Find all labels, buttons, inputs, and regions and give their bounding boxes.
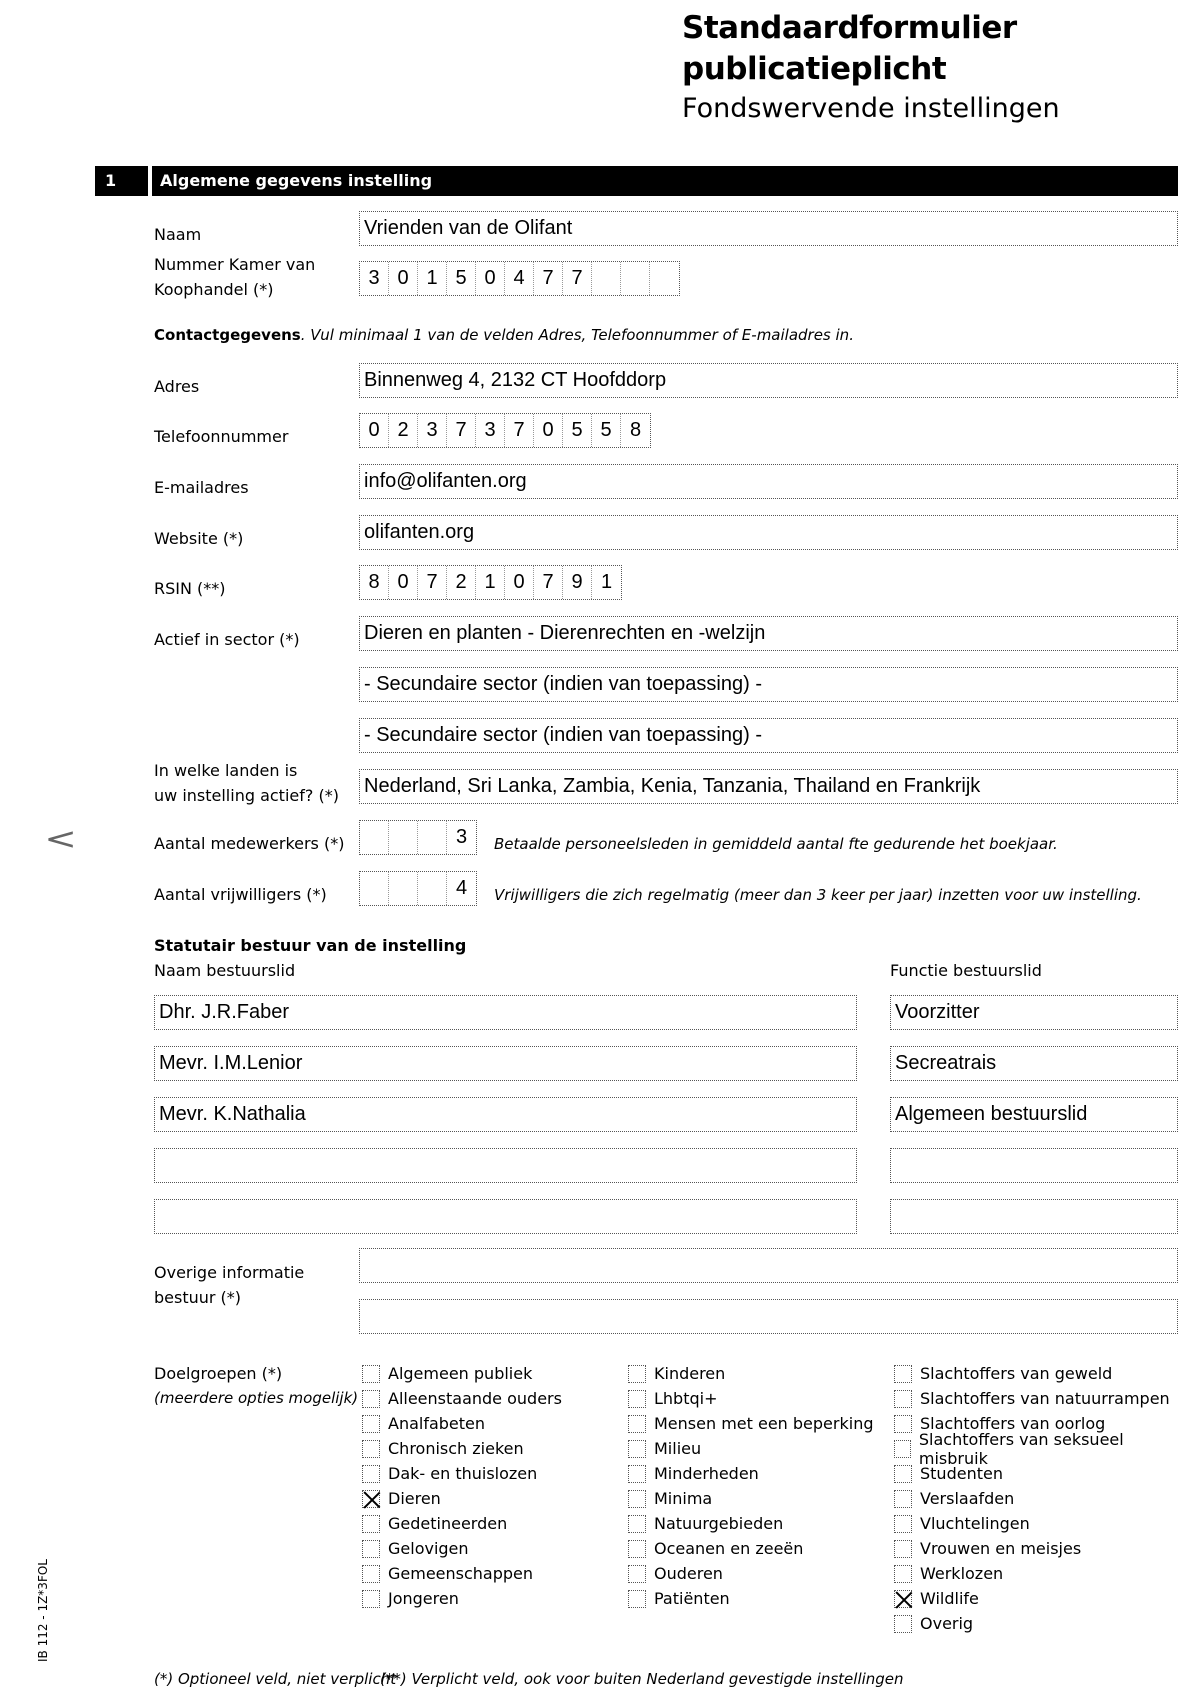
footer-note-required: (**) Verplicht veld, ook voor buiten Nederland gevestigde instellingen (380, 1670, 904, 1688)
section-number: 1 (105, 171, 117, 190)
bestuurslid-functie-field[interactable] (890, 1199, 1178, 1234)
digit-cell: 7 (418, 566, 447, 599)
bestuurslid-functie-field[interactable]: Voorzitter (890, 995, 1178, 1030)
rsin-field[interactable] (359, 565, 622, 600)
sector-secondary-select-2[interactable]: - Secundaire sector (indien van toepassing) - (359, 718, 1178, 753)
doelgroep-label: Wildlife (920, 1589, 979, 1608)
doelgroep-label: Natuurgebieden (654, 1514, 784, 1533)
doelgroep-option[interactable] (628, 1461, 873, 1486)
footer-note-optional: (*) Optioneel veld, niet verplicht (154, 1670, 397, 1688)
doelgroep-option[interactable] (362, 1411, 562, 1436)
doelgroep-option[interactable] (894, 1511, 1178, 1536)
doelgroep-label: Minderheden (654, 1464, 759, 1483)
doelgroep-label: Studenten (920, 1464, 1003, 1483)
digit-cell: 7 (505, 414, 534, 447)
contact-instruction (154, 323, 854, 348)
doelgroep-option[interactable] (894, 1429, 1178, 1468)
doelgroep-option[interactable] (628, 1361, 873, 1386)
doelgroep-label: Vluchtelingen (920, 1514, 1030, 1533)
rsin-label: RSIN (**) (154, 579, 226, 598)
sector-label: Actief in sector (*) (154, 630, 300, 649)
bestuurslid-naam-field[interactable]: Mevr. I.M.Lenior (154, 1046, 857, 1081)
doelgroep-label: Slachtoffers van natuurrampen (920, 1389, 1170, 1408)
doelgroep-checkbox[interactable] (628, 1590, 646, 1608)
doelgroep-label: Chronisch zieken (388, 1439, 524, 1458)
landen-label-line1: In welke landen is (154, 761, 298, 780)
digit-cell: 7 (563, 262, 592, 295)
doelgroepen-label: Doelgroepen (*) (154, 1364, 283, 1383)
doelgroep-label: Analfabeten (388, 1414, 486, 1433)
doelgroep-option[interactable] (894, 1386, 1178, 1411)
doelgroep-label: Slachtoffers van seksueel misbruik (918, 1429, 1124, 1468)
section-number-bar (95, 166, 148, 196)
digit-cell (360, 872, 389, 905)
overige-info-field-2[interactable] (359, 1299, 1178, 1334)
doelgroep-option[interactable] (894, 1586, 1178, 1611)
digit-cell: 7 (447, 414, 476, 447)
doelgroep-checkbox[interactable] (628, 1440, 646, 1458)
bestuurslid-functie-field[interactable] (890, 1148, 1178, 1183)
digit-cell: 0 (360, 414, 389, 447)
landen-field[interactable]: Nederland, Sri Lanka, Zambia, Kenia, Tanzania, Thailand en Frankrijk (359, 769, 1178, 804)
bestuurslid-functie-field[interactable]: Algemeen bestuurslid (890, 1097, 1178, 1132)
digit-cell: 0 (534, 414, 563, 447)
doelgroep-checkbox[interactable] (628, 1465, 646, 1483)
adres-label: Adres (154, 377, 200, 396)
doelgroep-label: Verslaafden (920, 1489, 1015, 1508)
doelgroep-option[interactable] (894, 1361, 1178, 1386)
doelgroep-checkbox[interactable] (362, 1440, 380, 1458)
doelgroep-checkbox[interactable] (628, 1390, 646, 1408)
doelgroep-checkbox[interactable] (362, 1365, 380, 1383)
bestuur-heading: Statutair bestuur van de instelling (154, 936, 467, 955)
digit-cell (592, 262, 621, 295)
bestuurslid-functie-field[interactable]: Secreatrais (890, 1046, 1178, 1081)
website-label: Website (*) (154, 529, 244, 548)
doelgroep-checkbox[interactable] (628, 1490, 646, 1508)
doelgroep-checkbox[interactable] (628, 1365, 646, 1383)
doelgroep-option[interactable] (362, 1511, 562, 1536)
doelgroep-option[interactable] (362, 1486, 562, 1511)
naam-label: Naam (154, 225, 202, 244)
digit-cell: 3 (360, 262, 389, 295)
doelgroep-checkbox[interactable] (362, 1540, 380, 1558)
doelgroep-label: Alleenstaande ouders (388, 1389, 562, 1408)
doelgroep-checkbox[interactable] (894, 1540, 912, 1558)
bestuurslid-naam-field[interactable]: Dhr. J.R.Faber (154, 995, 857, 1030)
sector-secondary-select-1[interactable]: - Secundaire sector (indien van toepassing) - (359, 667, 1178, 702)
doelgroep-label: Minima (654, 1489, 713, 1508)
doelgroep-label: Overig (920, 1614, 974, 1633)
doelgroep-label: Ouderen (654, 1564, 723, 1583)
form-title-line1: Standaardformulier (682, 10, 1017, 46)
digit-cell: 0 (389, 262, 418, 295)
digit-cell (418, 872, 447, 905)
doelgroep-option[interactable] (362, 1386, 562, 1411)
doelgroep-checkbox[interactable] (362, 1565, 380, 1583)
digit-cell: 5 (447, 262, 476, 295)
kvk-label-line1: Nummer Kamer van (154, 255, 316, 274)
medewerkers-label: Aantal medewerkers (*) (154, 834, 345, 853)
doelgroepen-column-1 (362, 1361, 562, 1611)
kvk-label-line2: Koophandel (*) (154, 280, 274, 299)
telefoon-field[interactable] (359, 413, 651, 448)
digit-cell: 0 (505, 566, 534, 599)
digit-cell (621, 262, 650, 295)
doelgroep-option[interactable] (628, 1536, 873, 1561)
doelgroep-option[interactable] (628, 1511, 873, 1536)
doelgroep-option[interactable] (362, 1361, 562, 1386)
doelgroep-checkbox[interactable] (362, 1590, 380, 1608)
doelgroep-checkbox[interactable] (362, 1415, 380, 1433)
digit-cell: 8 (360, 566, 389, 599)
doelgroep-checkbox[interactable] (628, 1565, 646, 1583)
doelgroep-checkbox[interactable] (628, 1515, 646, 1533)
doelgroepen-column-2 (628, 1361, 873, 1611)
vrijwilligers-note: Vrijwilligers die zich regelmatig (meer dan 3 keer per jaar) inzetten voor uw instelling. (494, 886, 1142, 904)
doelgroep-checkbox[interactable] (894, 1365, 912, 1383)
digit-cell: 3 (476, 414, 505, 447)
doelgroep-label: Oceanen en zeeën (654, 1539, 804, 1558)
doelgroep-checkbox[interactable] (628, 1415, 646, 1433)
doelgroep-checkbox[interactable] (894, 1390, 912, 1408)
bestuurslid-naam-field[interactable]: Mevr. K.Nathalia (154, 1097, 857, 1132)
section-title-bar (152, 166, 1178, 196)
doelgroep-label: Werklozen (920, 1564, 1004, 1583)
doelgroep-checkbox[interactable] (894, 1565, 912, 1583)
medewerkers-field[interactable] (359, 820, 477, 855)
email-field[interactable]: info@olifanten.org (359, 464, 1178, 499)
doelgroep-option[interactable] (628, 1561, 873, 1586)
website-field[interactable]: olifanten.org (359, 515, 1178, 550)
digit-cell: 4 (455, 877, 468, 899)
doelgroep-option[interactable] (362, 1586, 562, 1611)
doelgroep-label: Jongeren (388, 1589, 459, 1608)
sector-primary-select[interactable]: Dieren en planten - Dierenrechten en -welzijn (359, 616, 1178, 651)
digit-cell: 3 (418, 414, 447, 447)
digit-cell: 5 (563, 414, 592, 447)
doelgroep-option[interactable] (628, 1386, 873, 1411)
doelgroep-option[interactable] (362, 1461, 562, 1486)
doelgroep-checkbox[interactable] (894, 1465, 912, 1483)
contact-heading: Contactgegevens (154, 326, 301, 344)
digit-cell: 7 (534, 262, 563, 295)
kvk-number-field[interactable] (359, 261, 680, 296)
doelgroep-label: Gelovigen (388, 1539, 469, 1558)
form-title-line2: publicatieplicht (682, 51, 947, 87)
doelgroep-option[interactable] (628, 1411, 873, 1436)
doelgroep-option[interactable] (628, 1436, 873, 1461)
doelgroep-option[interactable] (894, 1486, 1178, 1511)
doelgroep-option[interactable] (362, 1436, 562, 1461)
overige-info-field-1[interactable] (359, 1248, 1178, 1283)
doelgroep-option[interactable] (894, 1611, 1178, 1636)
digit-cell: 8 (629, 419, 642, 441)
doelgroep-checkbox[interactable] (362, 1390, 380, 1408)
doelgroep-label: Vrouwen en meisjes (920, 1539, 1082, 1558)
doelgroep-label: Mensen met een beperking (654, 1414, 874, 1433)
doelgroepen-sublabel: (meerdere opties mogelijk) (154, 1389, 359, 1407)
digit-cell: 5 (592, 414, 621, 447)
doelgroep-label: Dieren (388, 1489, 441, 1508)
overige-label-line2: bestuur (*) (154, 1288, 242, 1307)
bestuurslid-naam-field[interactable] (154, 1199, 857, 1234)
digit-cell: 1 (418, 262, 447, 295)
doelgroep-label: Dak- en thuislozen (388, 1464, 538, 1483)
doelgroep-checkbox[interactable] (894, 1415, 912, 1433)
doelgroep-label: Kinderen (654, 1364, 726, 1383)
bestuurslid-naam-field[interactable] (154, 1148, 857, 1183)
doelgroep-checkbox[interactable] (362, 1490, 380, 1508)
doelgroep-option[interactable] (628, 1486, 873, 1511)
digit-cell: 1 (476, 566, 505, 599)
digit-cell: 0 (476, 262, 505, 295)
naam-field[interactable]: Vrienden van de Olifant (359, 211, 1178, 246)
telefoon-label: Telefoonnummer (154, 427, 289, 446)
doelgroep-checkbox[interactable] (362, 1515, 380, 1533)
doelgroep-checkbox[interactable] (894, 1515, 912, 1533)
doelgroep-option[interactable] (628, 1586, 873, 1611)
medewerkers-note: Betaalde personeelsleden in gemiddeld aantal fte gedurende het boekjaar. (494, 835, 1058, 853)
vrijwilligers-field[interactable] (359, 871, 477, 906)
doelgroepen-column-3 (894, 1361, 1178, 1636)
digit-cell: 1 (600, 571, 613, 593)
doelgroep-label: Gemeenschappen (388, 1564, 534, 1583)
doelgroep-label: Gedetineerden (388, 1514, 508, 1533)
doelgroep-label: Patiënten (654, 1589, 730, 1608)
digit-cell: 9 (563, 566, 592, 599)
doelgroep-label: Milieu (654, 1439, 702, 1458)
digit-cell (650, 262, 679, 295)
digit-cell (389, 872, 418, 905)
digit-cell: 4 (505, 262, 534, 295)
overige-label-line1: Overige informatie (154, 1263, 305, 1282)
digit-cell: 2 (389, 414, 418, 447)
doelgroep-option[interactable] (362, 1536, 562, 1561)
digit-cell (389, 821, 418, 854)
doelgroep-checkbox[interactable] (628, 1540, 646, 1558)
section-title: Algemene gegevens instelling (160, 171, 433, 190)
landen-label-line2: uw instelling actief? (*) (154, 786, 339, 805)
doelgroep-checkbox[interactable] (894, 1490, 912, 1508)
doelgroep-checkbox[interactable] (894, 1590, 912, 1608)
digit-cell (360, 821, 389, 854)
bestuur-name-column-header: Naam bestuurslid (154, 961, 296, 980)
doelgroep-label: Slachtoffers van geweld (920, 1364, 1113, 1383)
digit-cell: 2 (447, 566, 476, 599)
bestuur-functie-column-header: Functie bestuurslid (890, 961, 1042, 980)
digit-cell: 7 (534, 566, 563, 599)
adres-field[interactable]: Binnenweg 4, 2132 CT Hoofddorp (359, 363, 1178, 398)
vrijwilligers-label: Aantal vrijwilligers (*) (154, 885, 327, 904)
form-subtitle: Fondswervende instellingen (682, 93, 1060, 124)
digit-cell (418, 821, 447, 854)
digit-cell: 3 (455, 826, 468, 848)
doelgroep-checkbox[interactable] (894, 1615, 912, 1633)
contact-note: . Vul minimaal 1 van de velden Adres, Telefoonnummer of E-mailadres in. (300, 326, 854, 344)
doelgroep-checkbox[interactable] (894, 1440, 911, 1458)
side-form-code: IB 112 - 1Z*3FOL (36, 1559, 50, 1662)
doelgroep-checkbox[interactable] (362, 1465, 380, 1483)
email-label: E-mailadres (154, 478, 249, 497)
doelgroep-label: Algemeen publiek (388, 1364, 533, 1383)
doelgroep-label: Slachtoffers van oorlog (920, 1414, 1106, 1433)
doelgroep-option[interactable] (894, 1536, 1178, 1561)
digit-cell: 0 (389, 566, 418, 599)
side-arrow-icon: < (44, 822, 77, 857)
doelgroep-option[interactable] (894, 1561, 1178, 1586)
doelgroep-option[interactable] (362, 1561, 562, 1586)
doelgroep-label: Lhbtqi+ (654, 1389, 718, 1408)
